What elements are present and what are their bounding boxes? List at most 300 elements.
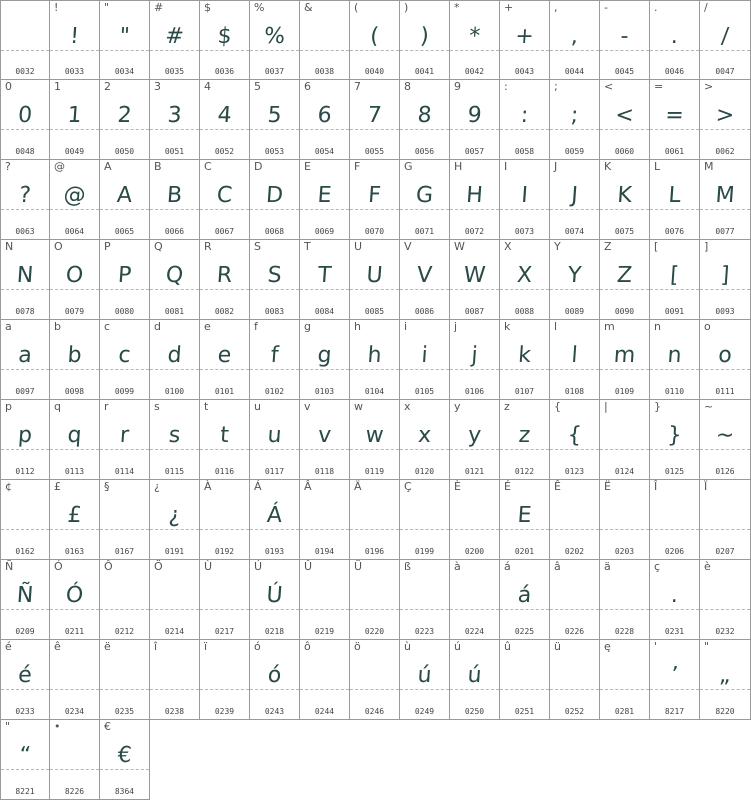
baseline-guide: [500, 129, 549, 130]
baseline-guide: [1, 529, 49, 530]
baseline-guide: [400, 689, 449, 690]
baseline-guide: [550, 129, 599, 130]
character-label: ê: [54, 640, 61, 653]
baseline-guide: [550, 50, 599, 51]
character-code: 8364: [114, 787, 135, 796]
character-label: ß: [404, 560, 411, 573]
character-label: l: [554, 320, 558, 333]
glyph-cell: [0, 400, 50, 480]
character-label: 4: [204, 80, 211, 93]
glyph-sample: 8: [416, 103, 433, 128]
character-code: 0093: [715, 307, 735, 316]
glyph-sample: 7: [366, 103, 383, 128]
glyph-sample: (: [369, 24, 380, 49]
glyph-sample: T: [316, 263, 333, 288]
character-code: 0121: [464, 467, 485, 476]
baseline-guide: [600, 609, 649, 610]
baseline-guide: [100, 609, 149, 610]
glyph-sample: ó: [266, 663, 283, 688]
baseline-guide: [350, 369, 399, 370]
glyph-sample: y: [467, 423, 482, 448]
baseline-guide: [650, 689, 699, 690]
character-label: ë: [104, 640, 111, 653]
character-label: È: [454, 480, 461, 493]
baseline-guide: [1, 50, 49, 51]
character-code: 0057: [464, 147, 485, 156]
character-code: 0032: [15, 67, 35, 76]
glyph-cell: [300, 320, 350, 400]
character-code: 8221: [15, 787, 35, 796]
character-code: 0119: [364, 467, 385, 476]
glyph-cell: [600, 80, 650, 160]
baseline-guide: [600, 369, 649, 370]
character-code: 0046: [664, 67, 685, 76]
character-code: 0074: [564, 227, 585, 236]
character-label: M: [704, 160, 714, 173]
glyph-cell: [450, 480, 500, 560]
glyph-sample: *: [468, 24, 481, 49]
baseline-guide: [100, 769, 149, 770]
character-code: 0214: [164, 627, 185, 636]
glyph-cell: [150, 320, 200, 400]
baseline-guide: [250, 289, 299, 290]
character-code: 0235: [114, 707, 135, 716]
glyph-sample: Q: [164, 263, 185, 288]
character-code: 0225: [514, 627, 535, 636]
character-code: 0114: [114, 467, 135, 476]
character-label: É: [504, 480, 511, 493]
glyph-cell: [650, 160, 700, 240]
baseline-guide: [300, 449, 349, 450]
character-label: w: [354, 400, 363, 413]
glyph-cell: [400, 160, 450, 240]
glyph-cell: [200, 160, 250, 240]
glyph-sample: %: [263, 24, 286, 49]
character-code: 0067: [214, 227, 235, 236]
character-code: 0191: [164, 547, 185, 556]
glyph-cell: [700, 240, 751, 320]
character-label: à: [454, 560, 461, 573]
character-label: 3: [154, 80, 161, 93]
baseline-guide: [150, 369, 199, 370]
character-label: ó: [254, 640, 261, 653]
glyph-sample: L: [667, 183, 682, 208]
character-code: 0111: [715, 387, 735, 396]
glyph-cell: [500, 400, 550, 480]
glyph-sample: g: [316, 343, 333, 368]
character-label: ~: [704, 400, 714, 413]
character-code: 0104: [364, 387, 385, 396]
glyph-cell: [300, 240, 350, 320]
baseline-guide: [100, 529, 149, 530]
character-code: 0194: [314, 547, 335, 556]
baseline-guide: [300, 50, 349, 51]
baseline-guide: [50, 209, 99, 210]
glyph-cell: [700, 80, 751, 160]
baseline-guide: [400, 449, 449, 450]
glyph-cell: [400, 400, 450, 480]
glyph-sample: ú: [466, 663, 483, 688]
character-code: 0034: [114, 67, 135, 76]
baseline-guide: [600, 209, 649, 210]
character-code: 0105: [414, 387, 435, 396]
character-label: Ü: [354, 560, 363, 573]
character-label: Ú: [254, 560, 263, 573]
glyph-cell: [200, 80, 250, 160]
baseline-guide: [350, 529, 399, 530]
glyph-sample: r: [119, 423, 130, 448]
glyph-sample: K: [616, 183, 633, 208]
character-code: 0218: [264, 627, 285, 636]
glyph-cell: [50, 0, 100, 80]
character-code: 0052: [214, 147, 235, 156]
baseline-guide: [150, 129, 199, 130]
baseline-guide: [1, 609, 49, 610]
glyph-cell: [300, 640, 350, 720]
character-label: 8: [404, 80, 411, 93]
baseline-guide: [1, 769, 49, 770]
character-code: 0108: [564, 387, 585, 396]
glyph-cell: [450, 160, 500, 240]
character-code: 0066: [164, 227, 185, 236]
glyph-sample: o: [717, 343, 733, 368]
glyph-sample: p: [17, 423, 33, 448]
baseline-guide: [400, 369, 449, 370]
character-label: .: [654, 1, 658, 14]
character-code: 0123: [564, 467, 585, 476]
character-label: s: [154, 400, 160, 413]
baseline-guide: [650, 209, 699, 210]
character-label: À: [204, 480, 212, 493]
character-label: a: [5, 320, 12, 333]
character-label: 0: [5, 80, 12, 93]
glyph-cell: [150, 240, 200, 320]
baseline-guide: [150, 449, 199, 450]
baseline-guide: [300, 369, 349, 370]
baseline-guide: [200, 209, 249, 210]
character-label: 2: [104, 80, 111, 93]
baseline-guide: [400, 609, 449, 610]
glyph-cell: [500, 640, 550, 720]
baseline-guide: [300, 289, 349, 290]
glyph-cell: [650, 80, 700, 160]
baseline-guide: [650, 449, 699, 450]
baseline-guide: [200, 609, 249, 610]
glyph-sample: [: [669, 263, 680, 288]
glyph-cell: [50, 560, 100, 640]
baseline-guide: [500, 209, 549, 210]
baseline-guide: [700, 50, 750, 51]
glyph-cell: [500, 320, 550, 400]
glyph-cell: [0, 560, 50, 640]
character-label: |: [604, 400, 608, 413]
character-code: 0239: [214, 707, 235, 716]
character-code: 0054: [314, 147, 335, 156]
character-label: ç: [654, 560, 661, 573]
baseline-guide: [300, 129, 349, 130]
glyph-cell: [200, 0, 250, 80]
character-label: ü: [554, 640, 561, 653]
character-label: q: [54, 400, 61, 413]
character-code: 0085: [364, 307, 385, 316]
glyph-sample: é: [17, 663, 33, 688]
glyph-cell: [250, 320, 300, 400]
character-label: }: [654, 400, 661, 413]
character-code: 0244: [314, 707, 335, 716]
glyph-sample: d: [166, 343, 183, 368]
baseline-guide: [700, 689, 750, 690]
baseline-guide: [700, 129, 750, 130]
baseline-guide: [200, 289, 249, 290]
glyph-cell: [450, 0, 500, 80]
baseline-guide: [550, 529, 599, 530]
character-label: n: [654, 320, 661, 333]
character-code: 0206: [664, 547, 685, 556]
character-code: 0090: [614, 307, 635, 316]
glyph-cell: [50, 320, 100, 400]
glyph-sample: 9: [466, 103, 483, 128]
character-code: 8226: [64, 787, 85, 796]
character-label: á: [504, 560, 511, 573]
baseline-guide: [700, 289, 750, 290]
glyph-cell: [150, 480, 200, 560]
character-code: 0078: [15, 307, 35, 316]
character-label: ę: [604, 640, 611, 653]
character-label: J: [554, 160, 558, 173]
character-label: p: [5, 400, 12, 413]
character-code: 8217: [664, 707, 685, 716]
character-code: 0238: [164, 707, 185, 716]
character-label: X: [504, 240, 512, 253]
character-label: O: [54, 240, 63, 253]
character-code: 0109: [614, 387, 635, 396]
character-label: h: [354, 320, 361, 333]
baseline-guide: [550, 209, 599, 210]
baseline-guide: [450, 129, 499, 130]
character-code: 0086: [414, 307, 435, 316]
glyph-cell: [150, 400, 200, 480]
character-code: 0041: [414, 67, 435, 76]
glyph-sample: G: [415, 183, 434, 208]
glyph-sample: V: [416, 263, 433, 288]
character-label: (: [354, 1, 359, 14]
character-label: Ä: [354, 480, 362, 493]
glyph-cell: [0, 480, 50, 560]
baseline-guide: [400, 50, 449, 51]
glyph-cell: [250, 240, 300, 320]
glyph-cell: [550, 400, 600, 480]
baseline-guide: [700, 369, 750, 370]
glyph-sample: e: [216, 343, 233, 368]
character-label: F: [354, 160, 361, 173]
glyph-sample: x: [417, 423, 432, 448]
glyph-sample: I: [520, 183, 529, 208]
glyph-cell: [200, 560, 250, 640]
glyph-cell: [600, 0, 650, 80]
glyph-cell: [350, 640, 400, 720]
glyph-cell: [50, 400, 100, 480]
glyph-cell: [700, 0, 751, 80]
glyph-cell: [400, 0, 450, 80]
baseline-guide: [150, 529, 199, 530]
character-code: 0116: [214, 467, 235, 476]
character-code: 0055: [364, 147, 385, 156]
character-label: ù: [404, 640, 411, 653]
glyph-sample: E: [516, 503, 533, 528]
glyph-sample: +: [514, 24, 535, 49]
glyph-cell: [450, 560, 500, 640]
glyph-sample: O: [64, 263, 85, 288]
character-code: 0071: [414, 227, 435, 236]
character-label: *: [454, 1, 460, 14]
glyph-cell: [300, 0, 350, 80]
glyph-sample: i: [420, 343, 429, 368]
character-code: 0088: [514, 307, 535, 316]
glyph-sample: 1: [66, 103, 83, 128]
character-code: 0233: [15, 707, 35, 716]
glyph-cell: [700, 400, 751, 480]
baseline-guide: [550, 449, 599, 450]
character-code: 0053: [264, 147, 285, 156]
glyph-cell: [250, 0, 300, 80]
character-code: 0162: [15, 547, 35, 556]
glyph-cell: [100, 400, 150, 480]
character-code: 0045: [614, 67, 635, 76]
glyph-cell: [550, 240, 600, 320]
character-label: Ö: [154, 560, 163, 573]
glyph-sample: Y: [566, 263, 583, 288]
glyph-cell: [600, 480, 650, 560]
glyph-sample: m: [612, 343, 637, 368]
glyph-cell: [400, 80, 450, 160]
character-label: R: [204, 240, 212, 253]
glyph-cell: [0, 80, 50, 160]
glyph-cell: [500, 0, 550, 80]
glyph-cell: [650, 240, 700, 320]
baseline-guide: [100, 369, 149, 370]
character-label: :: [504, 80, 508, 93]
baseline-guide: [450, 609, 499, 610]
character-label: Î: [654, 480, 658, 493]
glyph-sample: 5: [266, 103, 283, 128]
glyph-sample: #: [164, 24, 185, 49]
glyph-cell: [100, 320, 150, 400]
character-code: 0036: [214, 67, 235, 76]
character-label: ): [404, 1, 409, 14]
baseline-guide: [550, 609, 599, 610]
character-code: 0252: [564, 707, 585, 716]
glyph-cell: [300, 400, 350, 480]
character-code: 0069: [314, 227, 335, 236]
character-label: V: [404, 240, 412, 253]
character-code: 0212: [114, 627, 135, 636]
character-code: 8220: [715, 707, 735, 716]
character-label: ;: [554, 80, 558, 93]
character-code: 0234: [64, 707, 85, 716]
baseline-guide: [500, 689, 549, 690]
character-label: -: [604, 1, 608, 14]
glyph-sample: £: [66, 503, 83, 528]
glyph-sample: .: [670, 583, 679, 608]
glyph-cell: [250, 80, 300, 160]
glyph-cell: [200, 400, 250, 480]
baseline-guide: [500, 609, 549, 610]
glyph-sample: :: [519, 103, 530, 128]
character-label: Ë: [604, 480, 611, 493]
glyph-sample: P: [117, 263, 133, 288]
glyph-cell: [0, 0, 50, 80]
character-code: 0040: [364, 67, 385, 76]
glyph-cell: [550, 160, 600, 240]
glyph-cell: [100, 640, 150, 720]
baseline-guide: [150, 609, 199, 610]
character-code: 0080: [114, 307, 135, 316]
character-code: 0281: [614, 707, 635, 716]
glyph-sample: c: [117, 343, 132, 368]
baseline-guide: [600, 50, 649, 51]
glyph-cell: [0, 160, 50, 240]
glyph-cell: [50, 240, 100, 320]
character-code: 0211: [64, 627, 85, 636]
baseline-guide: [400, 529, 449, 530]
glyph-sample: C: [215, 183, 234, 208]
glyph-cell: [100, 0, 150, 80]
glyph-cell: [100, 560, 150, 640]
character-label: y: [454, 400, 461, 413]
glyph-sample: }: [666, 423, 683, 448]
glyph-cell: [0, 320, 50, 400]
character-label: E: [304, 160, 311, 173]
baseline-guide: [300, 209, 349, 210]
character-label: ú: [454, 640, 461, 653]
character-label: Z: [604, 240, 612, 253]
baseline-guide: [600, 689, 649, 690]
glyph-sample: $: [216, 24, 233, 49]
glyph-cell: [250, 160, 300, 240]
glyph-cell: [0, 240, 50, 320]
glyph-sample: h: [366, 343, 383, 368]
baseline-guide: [50, 129, 99, 130]
glyph-sample: u: [266, 423, 283, 448]
character-label: Ó: [54, 560, 63, 573]
character-code: 0193: [264, 547, 285, 556]
glyph-cell: [550, 80, 600, 160]
character-label: ô: [304, 640, 311, 653]
baseline-guide: [600, 529, 649, 530]
character-label: ": [5, 720, 11, 733]
baseline-guide: [1, 129, 49, 130]
baseline-guide: [400, 129, 449, 130]
character-label: @: [54, 160, 65, 173]
character-label: ö: [354, 640, 361, 653]
character-label: D: [254, 160, 263, 173]
baseline-guide: [100, 689, 149, 690]
glyph-cell: [150, 160, 200, 240]
glyph-sample: E: [316, 183, 333, 208]
character-code: 0060: [614, 147, 635, 156]
glyph-cell: [450, 80, 500, 160]
glyph-cell: [100, 160, 150, 240]
baseline-guide: [150, 289, 199, 290]
character-label: ¿: [154, 480, 160, 493]
glyph-cell: [700, 160, 751, 240]
glyph-sample: A: [116, 183, 133, 208]
glyph-sample: W: [462, 263, 487, 288]
baseline-guide: [500, 50, 549, 51]
character-code: 0064: [64, 227, 85, 236]
character-code: 0063: [15, 227, 35, 236]
glyph-cell: [500, 480, 550, 560]
